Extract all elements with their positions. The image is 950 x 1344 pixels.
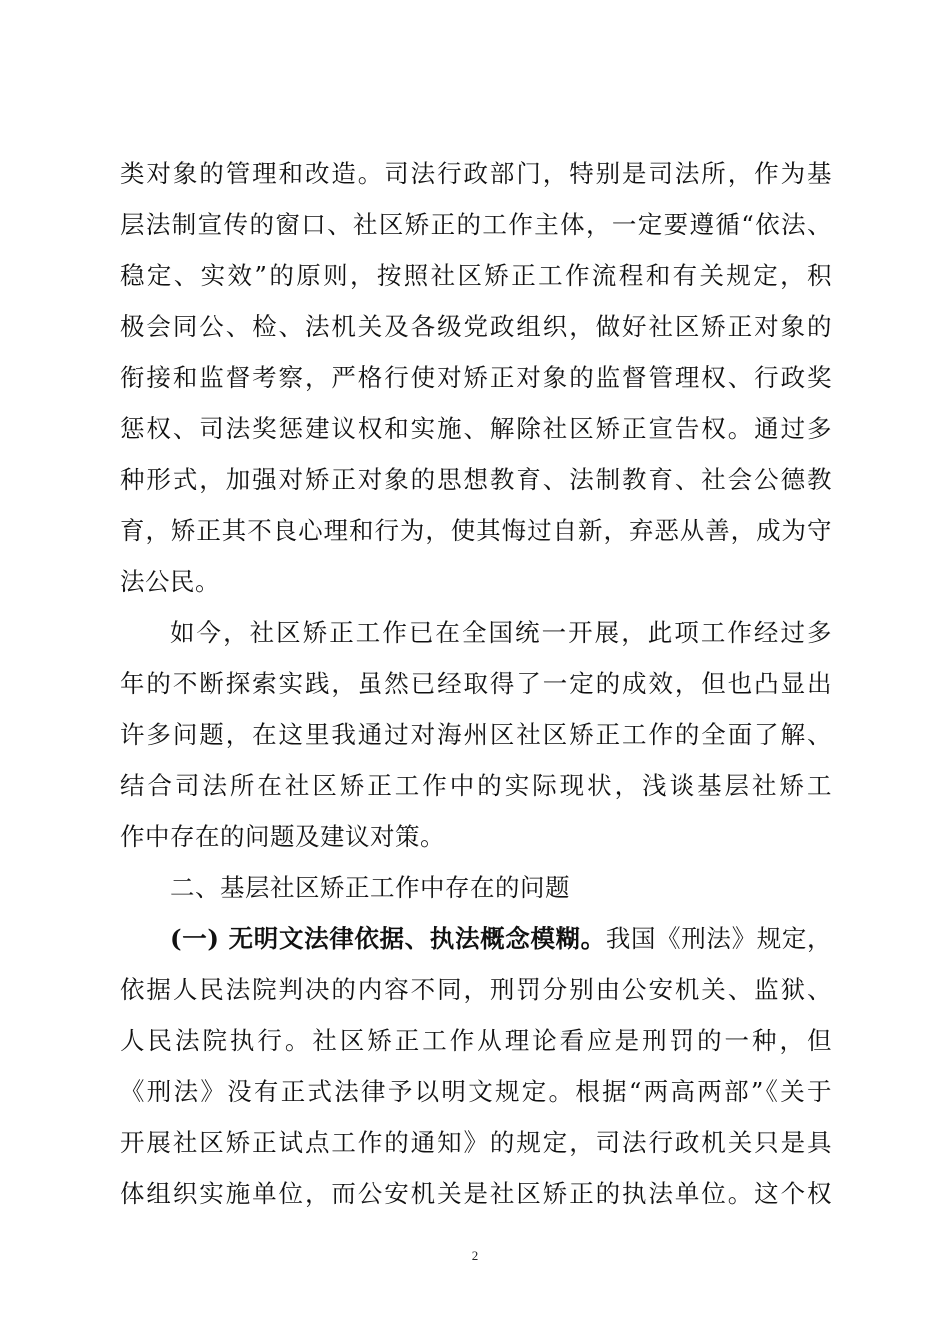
body-text <box>120 148 832 1219</box>
paragraph-2 <box>120 607 832 862</box>
text-line: 层法制宣传的窗口、社区矫正的工作主体，一定要遵循“依法、 <box>120 210 832 239</box>
paragraph-3 <box>120 913 832 1219</box>
paragraph-1 <box>120 148 832 607</box>
text-line: 衔接和监督考察，严格行使对矫正对象的监督管理权、行政奖 <box>120 363 832 392</box>
section-heading: 二、基层社区矫正工作中存在的问题 <box>170 873 570 902</box>
text-line: 《刑法》没有正式法律予以明文规定。根据“两高两部”《关于 <box>120 1077 832 1106</box>
text-line: 稳定、实效”的原则，按照社区矫正工作流程和有关规定，积 <box>120 261 832 290</box>
text-line: 作中存在的问题及建议对策。 <box>120 822 445 851</box>
text-line: 依据人民法院判决的内容不同，刑罚分别由公安机关、监狱、 <box>120 975 832 1004</box>
text-line: 人民法院执行。社区矫正工作从理论看应是刑罚的一种，但 <box>120 1026 832 1055</box>
text-line: 类对象的管理和改造。司法行政部门，特别是司法所，作为基 <box>120 159 832 188</box>
text-run: 我国《刑法》规定， <box>605 924 833 953</box>
text-line: 开展社区矫正试点工作的通知》的规定，司法行政机关只是具 <box>120 1128 832 1157</box>
text-line: 惩权、司法奖惩建议权和实施、解除社区矫正宣告权。通过多 <box>120 414 832 443</box>
text-line: 法公民。 <box>120 567 220 596</box>
text-line: 育，矫正其不良心理和行为，使其悔过自新，弃恶从善，成为守 <box>120 516 832 545</box>
text-line: 许多问题，在这里我通过对海州区社区矫正工作的全面了解、 <box>120 720 832 749</box>
text-line: 年的不断探索实践，虽然已经取得了一定的成效，但也凸显出 <box>120 669 832 698</box>
text-line: 种形式，加强对矫正对象的思想教育、法制教育、社会公德教 <box>120 465 832 494</box>
text-line: 结合司法所在社区矫正工作中的实际现状，浅谈基层社矫工 <box>120 771 832 800</box>
page-number: 2 <box>471 1248 479 1263</box>
text-line: 如今，社区矫正工作已在全国统一开展，此项工作经过多 <box>170 618 832 647</box>
text-line: 极会同公、检、法机关及各级党政组织，做好社区矫正对象的 <box>120 312 832 341</box>
bold-lead: (一) 无明文法律依据、执法概念模糊。 <box>170 924 606 953</box>
text-line <box>120 913 832 964</box>
text-line: 体组织实施单位，而公安机关是社区矫正的执法单位。这个权 <box>120 1179 832 1208</box>
